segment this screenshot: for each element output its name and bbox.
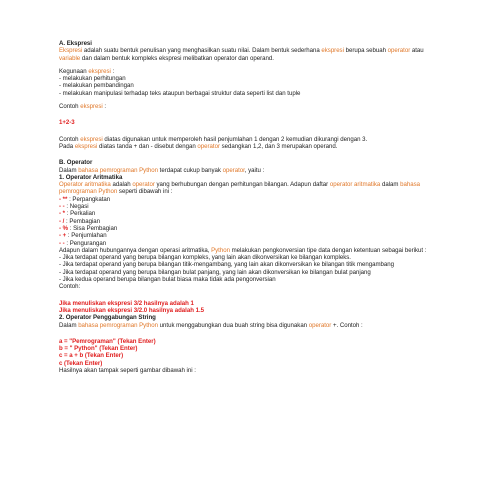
code-text: b = " Python" — [59, 345, 98, 353]
operator-desc: : Pembagian — [66, 217, 101, 225]
example-explanation-2 — [59, 143, 439, 150]
link-term[interactable]: ekspresi — [74, 142, 98, 150]
conversion-rule: - Jika kedua operand berupa bilangan bulat biasa maka tidak ada pengonversian — [59, 276, 276, 284]
code-text: c = a + b — [59, 352, 84, 360]
text-run: diatas digunakan untuk memperoleh hasil penjumlahan 1 dengan 2 kemudian dikurangi dengan 3. — [102, 135, 368, 143]
text-run: melakukan pengkonversian tipe data dengan ketentuan sebagai berikut : — [229, 246, 427, 254]
link-term[interactable]: ekspresi — [80, 103, 103, 111]
link-term[interactable]: operator — [308, 321, 332, 329]
operator-string-heading: 2. Operator Penggabungan String — [59, 314, 156, 322]
operator-symbol: - - — [59, 203, 67, 211]
code-note: (Tekan Enter) — [115, 337, 156, 345]
text-run: Pada — [59, 142, 75, 150]
operator-symbol: - + — [59, 232, 68, 240]
link-term[interactable]: Ekspresi — [59, 47, 83, 55]
text-run: , yaitu : — [244, 166, 265, 174]
text-run: seperti dibawah ini : — [117, 188, 173, 196]
code-line — [59, 360, 439, 367]
link-term[interactable]: operator — [197, 142, 220, 150]
operator-arithmetic-text — [59, 181, 439, 196]
text-run: Contoh — [59, 135, 81, 143]
example-expression: 1+2-3 — [59, 119, 75, 127]
conversion-rule: - Jika terdapat operand yang berupa bilangan titik-mengambang, yang lain akan dikonversikan ke bilangan titik mengambang — [59, 261, 395, 269]
text-run: Contoh — [59, 103, 81, 111]
link-term[interactable]: bahasa pemrograman Python — [59, 181, 420, 196]
operator-list-item — [59, 232, 439, 239]
text-run: Adapun dalam hubungannya dengan operasi aritmatika, — [59, 246, 212, 254]
text-run: : — [110, 67, 115, 75]
text-run: : — [102, 103, 107, 111]
code-note: (Tekan Enter) — [97, 345, 138, 353]
operator-symbol: - ** — [59, 195, 70, 203]
result-note: Hasilnya akan tampak seperti gambar dibawah ini : — [59, 366, 196, 374]
link-term[interactable]: Python — [211, 246, 230, 254]
section-b-intro — [59, 167, 439, 174]
link-term[interactable]: operator — [387, 47, 411, 55]
operator-string-text — [59, 322, 439, 329]
operator-symbol: - - — [59, 239, 67, 247]
operator-symbol: - / — [59, 217, 67, 225]
text-run: adalah suatu bentuk penulisan yang menghasilkan suatu nilai. Dalam bentuk sederhana — [82, 47, 322, 55]
document-content — [59, 40, 439, 374]
text-run: Kegunaan — [59, 67, 89, 75]
text-run: Dalam — [59, 166, 79, 174]
operator-list-item — [59, 240, 439, 247]
link-term[interactable]: ekspresi — [80, 135, 103, 143]
text-run: berupa sebuah — [343, 47, 388, 55]
link-term[interactable]: bahasa pemrograman Python — [78, 166, 158, 174]
conversion-intro — [59, 247, 439, 254]
operator-arithmetic-heading: 1. Operator Aritmatika — [59, 173, 123, 181]
text-run: atau — [410, 47, 424, 55]
text-run: untuk menggabungkan dua buah string bisa digunakan — [157, 321, 309, 329]
text-run: adalah — [110, 181, 133, 189]
conversion-rule: - Jika terdapat operand yang berupa bilangan bulat panjang, yang lain akan dikonversikan ke bilangan bulat panjang — [59, 268, 371, 276]
operator-list-item — [59, 203, 439, 210]
operator-list-item — [59, 210, 439, 217]
text-run: yang berhubungan dengan perhitungan bilangan. Adapun daftar — [154, 181, 330, 189]
uses-item: - melakukan pembandingan — [59, 82, 134, 90]
link-term[interactable]: operator — [222, 166, 245, 174]
operator-symbol: - % — [59, 224, 70, 232]
link-term[interactable]: operator — [132, 181, 155, 189]
link-term[interactable]: ekspresi — [321, 47, 344, 55]
section-a-intro — [59, 47, 439, 62]
code-text: c — [59, 359, 63, 367]
text-run: +. Contoh : — [331, 321, 363, 329]
section-b-heading: B. Operator — [59, 159, 93, 167]
code-text: a = "Pemrograman" — [59, 337, 116, 345]
uses-item: - melakukan manipulasi terhadap teks ataupun berbagai struktur data seperti list dan tuple — [59, 89, 301, 97]
text-run: diatas tanda + dan - disebut dengan — [97, 142, 198, 150]
text-run: Dalam — [59, 321, 79, 329]
operator-desc: : Penjumlahan — [67, 232, 107, 240]
text-run: dan dalam bentuk kompleks ekspresi melibatkan operator dan operand. — [80, 54, 274, 62]
example-explanation — [59, 136, 439, 143]
section-a-heading: A. Ekspresi — [59, 40, 92, 47]
division-example: Jika menuliskan ekspresi 3/2.0 hasilnya adalah 1.5 — [59, 306, 204, 314]
example-label — [59, 103, 439, 110]
code-note: (Tekan Enter) — [83, 352, 124, 360]
operator-desc: : Perpangkatan — [69, 195, 111, 203]
link-term[interactable]: ekspresi — [88, 67, 111, 75]
operator-desc: : Sisa Pembagian — [69, 224, 118, 232]
operator-symbol: - * — [59, 210, 67, 218]
operator-list-item — [59, 218, 439, 225]
code-line — [59, 345, 439, 352]
code-line — [59, 338, 439, 345]
link-term[interactable]: bahasa pemrograman Python — [78, 321, 158, 329]
operator-desc: : Negasi — [66, 203, 89, 211]
operator-list-item — [59, 196, 439, 203]
link-term[interactable]: variable — [59, 54, 81, 62]
division-example: Jika menuliskan ekspresi 3/2 hasilnya adalah 1 — [59, 299, 194, 307]
operator-list-item — [59, 225, 439, 232]
conversion-rule: - Jika terdapat operand yang berupa bilangan kompleks, yang lain akan dikonversikan ke bilangan kompleks. — [59, 254, 351, 262]
uses-item: - melakukan perhitungan — [59, 75, 126, 83]
text-run: terdapat cukup banyak — [157, 166, 223, 174]
contoh-label: Contoh: — [59, 283, 81, 291]
link-term[interactable]: operator aritmatika — [329, 181, 381, 189]
link-term[interactable]: Operator aritmatika — [59, 181, 111, 189]
operator-desc: : Perkalian — [66, 210, 96, 218]
code-note: (Tekan Enter) — [62, 359, 103, 367]
code-line — [59, 352, 439, 359]
text-run: dalam — [380, 181, 401, 189]
text-run: sedangkan 1,2, dan 3 merupakan operand. — [219, 142, 338, 150]
uses-label — [59, 68, 439, 75]
operator-desc: : Pengurangan — [66, 239, 107, 247]
